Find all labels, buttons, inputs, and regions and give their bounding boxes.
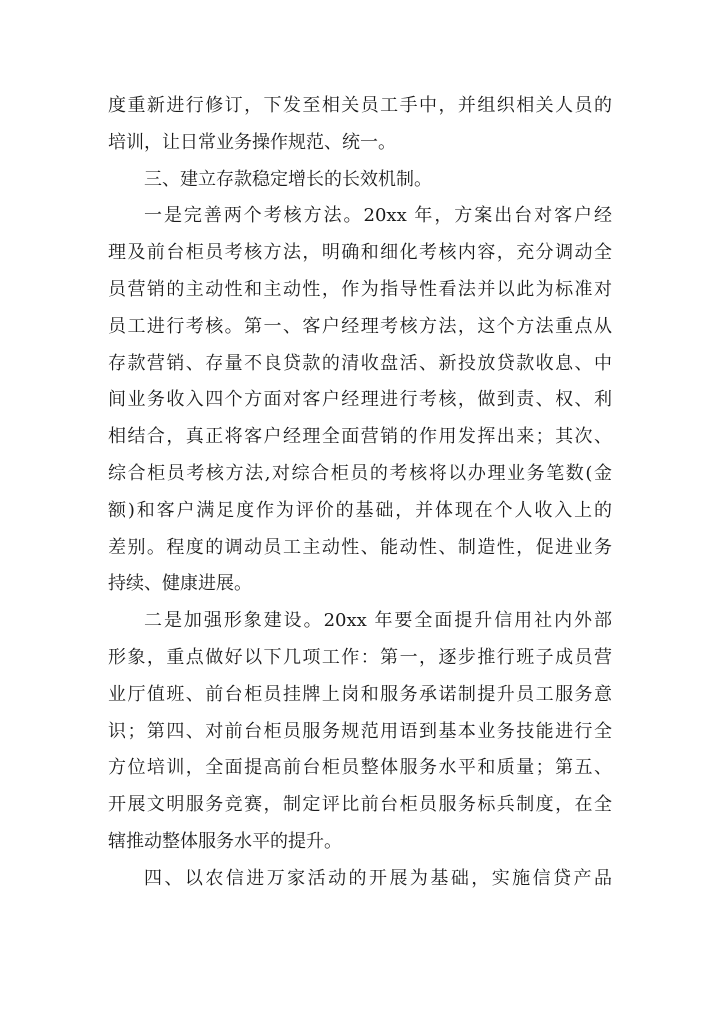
text-line: 业厅值班、前台柜员挂牌上岗和服务承诺制提升员工服务意	[108, 683, 612, 705]
text-line: 理及前台柜员考核方法，明确和细化考核内容，充分调动全	[108, 242, 612, 264]
text-line: 度重新进行修订，下发至相关员工手中，并组织相关人员的	[108, 95, 612, 116]
section-heading: 四、以农信进万家活动的开展为基础，实施信贷产品	[144, 867, 612, 889]
text-line: 识；第四、对前台柜员服务规范用语到基本业务技能进行全	[108, 720, 612, 742]
text-line: 相结合，真正将客户经理全面营销的作用发挥出来；其次、	[108, 426, 612, 448]
text-line: 员工进行考核。第一、客户经理考核方法，这个方法重点从	[108, 315, 612, 337]
text-line: 间业务收入四个方面对客户经理进行考核，做到责、权、利	[108, 389, 612, 411]
body-text	[108, 88, 612, 898]
text-line: 二是加强形象建设。20xx 年要全面提升信用社内外部	[144, 610, 612, 632]
text-line: 综合柜员考核方法,对综合柜员的考核将以办理业务笔数(金	[108, 462, 612, 484]
text-line: 辖推动整体服务水平的提升。	[108, 830, 342, 852]
text-line: 员营销的主动性和主动性，作为指导性看法并以此为标准对	[108, 278, 612, 300]
text-line: 差别。程度的调动员工主动性、能动性、制造性，促进业务	[108, 536, 612, 558]
text-line: 开展文明服务竞赛，制定评比前台柜员服务标兵制度，在全	[108, 794, 612, 816]
text-line: 持续、健康进展。	[108, 573, 252, 595]
text-line: 额)和客户满足度作为评价的基础，并体现在个人收入上的	[108, 499, 612, 521]
text-line: 培训，让日常业务操作规范、统一。	[108, 131, 396, 153]
text-line: 形象，重点做好以下几项工作：第一，逐步推行班子成员营	[108, 646, 612, 668]
text-line: 存款营销、存量不良贷款的清收盘活、新投放贷款收息、中	[108, 352, 612, 374]
text-line: 一是完善两个考核方法。20xx 年，方案出台对客户经	[144, 205, 612, 227]
text-line: 方位培训，全面提高前台柜员整体服务水平和质量；第五、	[108, 757, 612, 779]
section-heading: 三、建立存款稳定增长的长效机制。	[144, 168, 432, 190]
